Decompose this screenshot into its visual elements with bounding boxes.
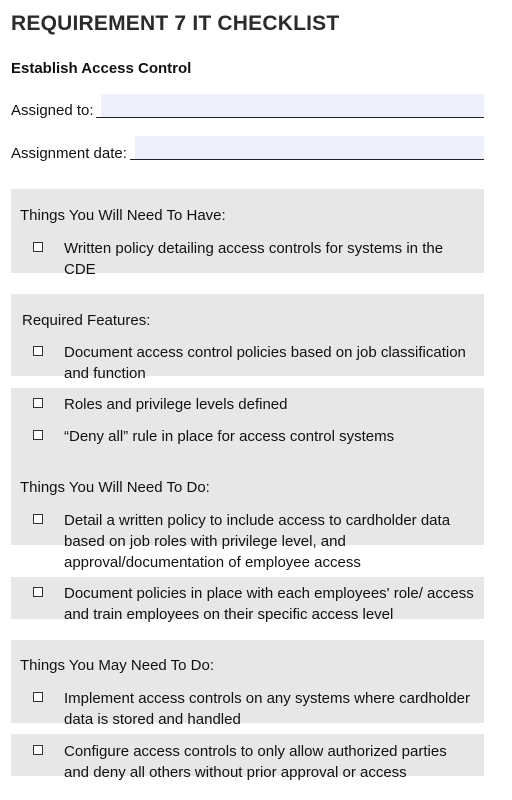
checkbox-configure-access-controls[interactable]: [33, 745, 43, 755]
assigned-to-label: Assigned to:: [11, 102, 94, 119]
checkbox-document-access-control[interactable]: [33, 346, 43, 356]
item-written-policy: Written policy detailing access controls for systems in the CDE: [64, 240, 444, 278]
section-label-need-to-have: Things You Will Need To Have:: [20, 207, 226, 224]
item-configure-access-controls: Configure access controls to only allow authorized parties and deny all others without prior approval or access: [64, 743, 447, 781]
checkbox-written-policy[interactable]: [33, 242, 43, 252]
checkbox-implement-access-controls[interactable]: [33, 692, 43, 702]
assigned-to-input[interactable]: [96, 98, 484, 118]
item-document-access-control: Document access control policies based on job classification and function: [64, 344, 466, 382]
page-title: REQUIREMENT 7 IT CHECKLIST: [11, 12, 340, 35]
section-label-required-features: Required Features:: [22, 312, 151, 329]
checkbox-document-policies-roles[interactable]: [33, 587, 43, 597]
checkbox-roles-privilege[interactable]: [33, 398, 43, 408]
item-roles-privilege: Roles and privilege levels defined: [64, 396, 288, 413]
item-written-policy-cardholder: Detail a written policy to include access to cardholder data based on job roles with privilege level, and approval/documentation of employee access: [64, 512, 451, 571]
item-implement-access-controls: Implement access controls on any systems where cardholder data is stored and handled: [64, 690, 471, 728]
checkbox-written-policy-cardholder[interactable]: [33, 514, 43, 524]
checkbox-deny-all[interactable]: [33, 430, 43, 440]
assignment-date-input[interactable]: [130, 140, 484, 160]
section-label-may-need-to-do: Things You May Need To Do:: [20, 657, 215, 674]
section-label-need-to-do: Things You Will Need To Do:: [20, 479, 210, 496]
assignment-date-label: Assignment date:: [11, 145, 127, 162]
item-document-policies-roles: Document policies in place with each employees' role/ access and train employees on their specific access level: [64, 585, 474, 623]
item-deny-all: “Deny all” rule in place for access control systems: [64, 428, 395, 445]
section-subtitle: Establish Access Control: [11, 60, 192, 77]
